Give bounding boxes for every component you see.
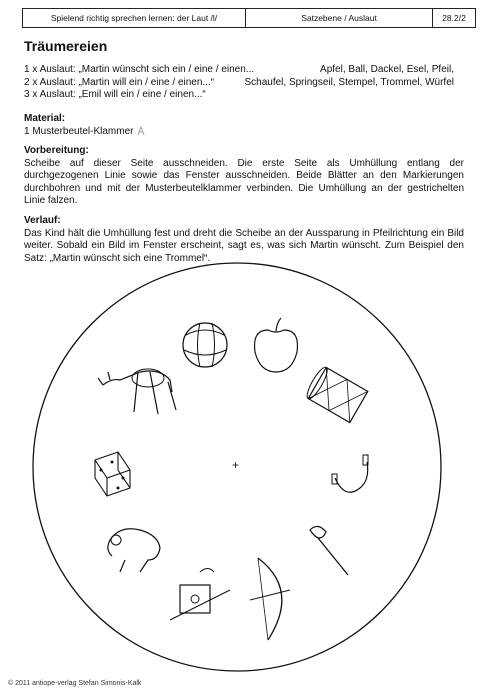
auslaut-line-1-text: 1 x Auslaut: „Martin wünscht sich ein / eine / einen... (24, 64, 255, 75)
donkey-icon (98, 369, 176, 414)
stamp-icon (170, 569, 230, 621)
material-heading: Material: (24, 113, 66, 124)
header-subject: Spielend richtig sprechen lernen: der Laut /l/ (23, 9, 246, 27)
auslaut-line-3-text: 3 x Auslaut: „Emil will ein / eine / einen...“ (24, 89, 206, 100)
shovel-icon (310, 526, 348, 575)
drum-icon (304, 365, 368, 423)
copyright-footer: © 2011 antiope-verlag Stefan Simonis-Kalk (8, 680, 142, 687)
bow-arrow-icon (250, 558, 290, 640)
verlauf-heading: Verlauf: (24, 215, 61, 226)
vorbereitung-text: Scheibe auf dieser Seite ausschneiden. Die erste Seite als Umhüllung entlang der durchgezogenen Linie sowie das Fenster ausschneiden. Beide Blätter an den Markierungen durchbohren und mit der Musterbeutelklammer verbinden. Die Umhüllung an der gestrichelten Linie falzen. (24, 157, 464, 206)
material-text: 1 Musterbeutel-Klammer (24, 125, 134, 137)
page-title: Träumereien (24, 38, 108, 54)
center-mark: + (232, 458, 240, 472)
dice-icon (95, 452, 130, 496)
verlauf-text: Das Kind hält die Umhüllung fest und dreht die Scheibe an der Aussparung in Pfeilrichtung ein Bild weiter. Sobald ein Bild im Fenster erscheint, sagt es, was sich Martin wünscht. Zum Beispiel den Satz: „Martin wünscht sich eine Trommel“. (24, 227, 464, 264)
auslaut-line-2-text: 2 x Auslaut: „Martin will ein / eine / einen...“ (24, 76, 215, 88)
header-page-number: 28.2/2 (442, 13, 466, 23)
jump-rope-icon (332, 455, 368, 492)
apple-icon (255, 318, 298, 372)
auslaut-line-2-words: Schaufel, Springseil, Stempel, Trommel, Würfel (244, 76, 454, 88)
vorbereitung-heading: Vorbereitung: (24, 145, 89, 156)
auslaut-line-1-words: Apfel, Ball, Dackel, Esel, Pfeil, (320, 64, 454, 75)
header-topic: Satzebene / Auslaut (246, 9, 433, 27)
dog-icon (108, 529, 160, 572)
ball-icon (183, 323, 227, 367)
